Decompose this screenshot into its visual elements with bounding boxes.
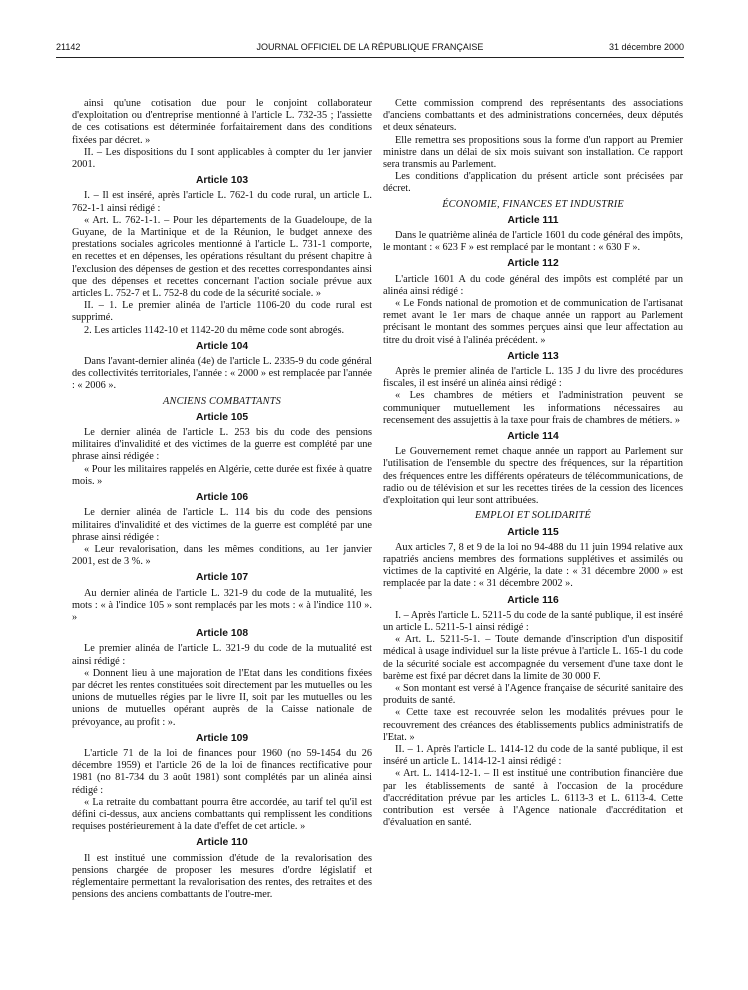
paragraph: Dans l'avant-dernier alinéa (4e) de l'article L. 2335-9 du code général des collectivités territoriales, l'année : « 2000 » est remplacée par l'année : « 2006 ». xyxy=(72,356,372,392)
paragraph: « Le Fonds national de promotion et de communication de l'artisanat remet avant le 1er mars de chaque année un rapport au Parlement précisant le montant des sommes perçues ainsi que leur affectation au titre du droit visé à l'alinéa précédent. » xyxy=(383,298,683,346)
paragraph: « Art. L. 762-1-1. – Pour les départements de la Guadeloupe, de la Guyane, de la Martinique et de la Réunion, le budget annexe des prestations sociales agricoles mentionné à l'article L. 731-1 comporte, en recettes et en dépenses, les opérations résultant du présent chapitre à l'exclusion des dépenses de gestion et des recettes correspondantes ainsi que des dépenses et recettes concernant l'action sociale prévue aux articles L. 752-7 et L. 752-8 du code de la sécurité sociale. » xyxy=(72,214,372,300)
paragraph: II. – 1. Après l'article L. 1414-12 du code de la santé publique, il est inséré un article L. 1414-12-1 ainsi rédigé : xyxy=(383,743,683,768)
paragraph: ainsi qu'une cotisation due pour le conjoint collaborateur d'exploitation ou d'entreprise mentionné à l'article L. 732-35 ; l'assiette de ces cotisations est déterminée forfaitairement dans des conditions fixées par décret. » xyxy=(72,98,372,146)
paragraph: « La retraite du combattant pourra être accordée, au tarif tel qu'il est défini ci-dessus, aux anciens combattants qui remplissent les conditions requises postérieurement à la date d'effet de cet article. » xyxy=(72,796,372,833)
paragraph: Il est institué une commission d'étude de la revalorisation des pensions chargée de proposer les mesures d'ordre législatif et réglementaire permettant la revalorisation des rentes, des retraites et des pensions des anciens combattants de l'outre-mer. xyxy=(72,852,372,901)
section-heading: EMPLOI ET SOLIDARITÉ xyxy=(475,510,591,522)
paragraph: « Donnent lieu à une majoration de l'Etat dans les conditions fixées par décret les rentes constituées soit directement par les mutuelles ou les unions de mutuelles régies par le livre II, soit par les mutuelles ou les unions de mutuelles opérant auprès de la Caisse nationale de prévoyance, au profit : ». xyxy=(72,667,372,728)
paragraph: « Art. L. 5211-5-1. – Toute demande d'inscription d'un dispositif médical à usage individuel sur la liste prévue à l'article L. 165-1 du code de la sécurité sociale est accompagnée du versement d'une taxe dont le barème est fixé par décret dans la limite de 30 000 F. xyxy=(383,634,683,682)
right-column xyxy=(383,98,683,829)
journal-title: JOURNAL OFFICIEL DE LA RÉPUBLIQUE FRANÇAISE xyxy=(256,42,484,52)
paragraph: L'article 71 de la loi de finances pour 1960 (no 59-1454 du 26 décembre 1959) et l'article 26 de la loi de finances rectificative pour 1981 (no 81-734 du 3 août 1981) sont complétés par un alinéa ainsi rédigé : xyxy=(72,747,372,796)
article-heading: Article 105 xyxy=(195,411,249,423)
header-rule xyxy=(56,57,684,58)
paragraph: I. – Il est inséré, après l'article L. 762-1 du code rural, un article L. 762-1-1 ainsi rédigé : xyxy=(72,190,372,214)
article-heading: Article 111 xyxy=(507,214,559,226)
paragraph: 2. Les articles 1142-10 et 1142-20 du même code sont abrogés. xyxy=(84,324,345,336)
article-heading: Article 116 xyxy=(507,594,559,606)
paragraph: Dans le quatrième alinéa de l'article 1601 du code général des impôts, le montant : « 623 F » est remplacé par le montant : « 630 F ». xyxy=(383,230,683,254)
article-heading: Article 103 xyxy=(195,175,249,187)
paragraph: « Les chambres de métiers et l'administration peuvent se communiquer mutuellement les informations nécessaires au recensement des assujettis à la taxe pour frais de chambres de métiers. » xyxy=(383,390,683,426)
paragraph: Le Gouvernement remet chaque année un rapport au Parlement sur l'utilisation de l'ensemble du spectre des fréquences, sur la répartition des fréquences entre les différents opérateurs de télécommunications, de radio ou de télévision et sur les recettes tirées de la cession des licences d'exploitation qui leur sont attribuées. xyxy=(383,446,683,507)
paragraph: « Son montant est versé à l'Agence française de sécurité sanitaire des produits de santé. xyxy=(383,682,683,707)
page-number: 21142 xyxy=(56,42,81,52)
article-heading: Article 107 xyxy=(195,572,249,584)
paragraph: L'article 1601 A du code général des impôts est complété par un alinéa ainsi rédigé : xyxy=(383,273,683,297)
paragraph: II. – 1. Le premier alinéa de l'article 1106-20 du code rural est supprimé. xyxy=(72,300,372,324)
page-header xyxy=(56,42,684,56)
paragraph: Elle remettra ses propositions sous la forme d'un rapport au Premier ministre dans un délai de six mois suivant son installation. Ce rapport sera transmis au Parlement. xyxy=(383,134,683,171)
paragraph: Le premier alinéa de l'article L. 321-9 du code de la mutualité est ainsi rédigé : xyxy=(72,643,372,667)
article-heading: Article 114 xyxy=(507,431,559,443)
paragraph: Le dernier alinéa de l'article L. 253 bis du code des pensions militaires d'invalidité et des victimes de la guerre est complété par une phrase ainsi rédigée : xyxy=(72,427,372,463)
paragraph: « Cette taxe est recouvrée selon les modalités prévues pour le recouvrement des créances des établissements publics administratifs de l'Etat. » xyxy=(383,707,683,743)
article-heading: Article 113 xyxy=(507,350,559,362)
article-heading: Article 109 xyxy=(195,732,249,744)
paragraph: Cette commission comprend des représentants des associations d'anciens combattants et des administrations concernées, deux députés et deux sénateurs. xyxy=(383,98,683,134)
article-heading: Article 110 xyxy=(196,837,248,849)
paragraph: Les conditions d'application du présent article sont précisées par décret. xyxy=(383,171,683,195)
paragraph: Le dernier alinéa de l'article L. 114 bis du code des pensions militaires d'invalidité et des victimes de la guerre est complété par une phrase ainsi rédigée : xyxy=(72,507,372,543)
paragraph: « Pour les militaires rappelés en Algérie, cette durée est fixée à quatre mois. » xyxy=(72,463,372,487)
paragraph: II. – Les dispositions du I sont applicables à compter du 1er janvier 2001. xyxy=(72,146,372,171)
paragraph: I. – Après l'article L. 5211-5 du code de la santé publique, il est inséré un article L. 5211-5-1 ainsi rédigé : xyxy=(383,609,683,633)
article-heading: Article 106 xyxy=(195,492,249,504)
paragraph: « Art. L. 1414-12-1. – Il est institué une contribution financière due par les établissements de santé à l'occasion de la procédure d'accréditation prévue par les articles L. 6113-3 et L. 6113-4. Cette contribution est versée à l'Agence nationale d'accréditation et d'évaluation en santé. xyxy=(383,768,683,829)
paragraph: Après le premier alinéa de l'article L. 135 J du livre des procédures fiscales, il est inséré un alinéa ainsi rédigé : xyxy=(383,366,683,390)
article-heading: Article 115 xyxy=(507,526,559,538)
issue-date: 31 décembre 2000 xyxy=(608,42,684,52)
section-heading: ANCIENS COMBATTANTS xyxy=(163,395,281,407)
section-heading: ÉCONOMIE, FINANCES ET INDUSTRIE xyxy=(442,198,624,210)
paragraph: Au dernier alinéa de l'article L. 321-9 du code de la mutualité, les mots : « à l'indice 105 » sont remplacés par les mots : « à l'indice 110 ». » xyxy=(72,587,372,623)
left-column xyxy=(72,98,372,901)
article-heading: Article 104 xyxy=(195,340,249,352)
paragraph: Aux articles 7, 8 et 9 de la loi no 94-488 du 11 juin 1994 relative aux rapatriés anciens membres des formations supplétives et assimilés ou victimes de la captivité en Algérie, la date : « 31 décembre 2000 » est remplacée par la date : « 31 décembre 2002 ». xyxy=(383,541,683,590)
article-heading: Article 108 xyxy=(195,628,249,640)
paragraph: « Leur revalorisation, dans les mêmes conditions, au 1er janvier 2001, est de 3 %. » xyxy=(72,543,372,568)
article-heading: Article 112 xyxy=(507,258,559,270)
